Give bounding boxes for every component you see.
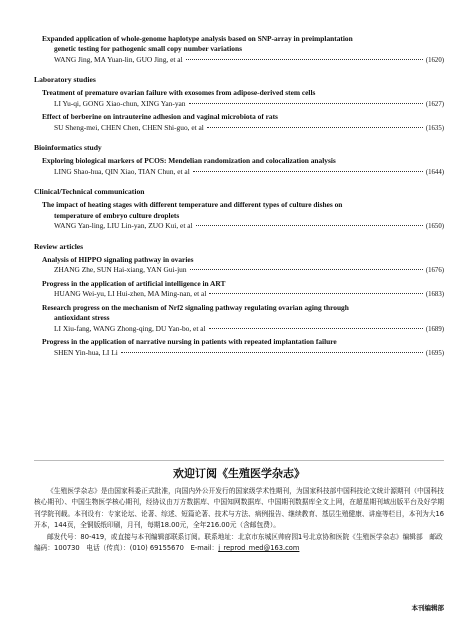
toc-entry-page: (1695) <box>425 349 444 357</box>
toc-entry-authors-line <box>42 265 444 277</box>
toc-entry-authors: WANG Jing, MA Yuan-lin, GUO Jing, et al <box>54 54 183 64</box>
toc-entry-title-text: Analysis of HIPPO signaling pathway in ovaries <box>42 254 194 264</box>
toc-entry-authors-line <box>42 55 444 67</box>
dot-leader <box>190 269 423 270</box>
toc-entry-authors-line <box>42 348 444 360</box>
toc-entry[interactable] <box>42 112 444 134</box>
toc-entry[interactable] <box>42 255 444 277</box>
toc-entry[interactable] <box>42 156 444 178</box>
toc-entry-title-text: Research progress on the mechanism of Nrf2 signaling pathway regulating ovarian aging through <box>42 302 349 312</box>
toc-entry-authors-line <box>42 221 444 233</box>
announcement-contact <box>34 532 444 555</box>
toc-entry-page: (1627) <box>425 100 444 108</box>
toc-entry-title-continued: temperature of embryo culture droplets <box>54 210 180 220</box>
table-of-contents <box>34 34 444 361</box>
toc-entry-title <box>42 255 444 265</box>
dot-leader <box>193 171 423 172</box>
toc-entry-authors: SHEN Yin-hua, LI Li <box>54 347 118 357</box>
toc-entry[interactable] <box>42 337 444 359</box>
announcement-title: 欢迎订阅《生殖医学杂志》 <box>173 467 305 480</box>
footer-label: 本刊编辑部 <box>411 604 444 612</box>
dot-leader <box>121 352 423 353</box>
announcement-body: 《生殖医学杂志》是由国家科委正式批准，向国内外公开发行的国家级学术性期刊，为国家科技部中国科技论文统计源期刊（中国科技核心期刊）、中国生物医学核心期刊，经协议由万方数据库、中国知网数据库、中国期刊数据库全文上网，在超星期刊域出版平台及好学期刊学院刊载。本刊设有：专家论坛、论著、综述、短篇论著、技术与方法、病例报告、继续教育、基层生殖健康、讲座等栏目，本刊为大16开本，144页，全铜版纸印刷，月刊，每期18.00元，全年216.00元（含邮包费）。 <box>34 487 444 530</box>
toc-entry-title-text: Progress in the application of narrative nursing in patients with repeated implantation failure <box>42 337 337 347</box>
toc-entry-page: (1683) <box>425 291 444 299</box>
toc-entry[interactable] <box>42 303 444 335</box>
toc-entry-authors: LING Shao-hua, QIN Xiao, TIAN Chun, et al <box>54 166 190 176</box>
subscription-announcement <box>34 466 444 554</box>
toc-entry-title-text: Expanded application of whole-genome haplotype analysis based on SNP-array in preimplantation <box>42 34 353 43</box>
toc-entry-title-continued: genetic testing for pathogenic small copy number variations <box>54 44 242 54</box>
dot-leader <box>209 328 423 329</box>
toc-entry-title-text: Progress in the application of artificial intelligence in ART <box>42 278 226 288</box>
toc-entry-page: (1650) <box>425 223 444 231</box>
toc-entry-authors-line <box>42 167 444 179</box>
toc-entry-authors-line <box>42 99 444 111</box>
toc-section-heading: Clinical/Technical communication <box>34 187 145 197</box>
toc-entry-title-text: The impact of heating stages with different temperature and different types of culture dishes on <box>42 200 343 210</box>
dot-leader <box>207 127 423 128</box>
dot-leader <box>196 225 423 226</box>
toc-entry-title <box>42 88 444 98</box>
toc-entry-authors: ZHANG Zhe, SUN Hai-xiang, YAN Gui-jun <box>54 265 187 275</box>
toc-entry-title-text: Exploring biological markers of PCOS: Mendelian randomization and colocalization analysis <box>42 156 336 166</box>
toc-entry-authors: HUANG Wei-yu, LI Hui-zhen, MA Ming-nan, et al <box>54 289 207 299</box>
toc-entry-page: (1620) <box>425 56 444 64</box>
toc-entry-title <box>42 303 444 324</box>
toc-entry-page: (1689) <box>425 325 444 333</box>
toc-section-heading: Laboratory studies <box>34 75 96 85</box>
toc-entry-authors: LI Yu-qi, GONG Xiao-chun, XING Yan-yan <box>54 98 186 108</box>
toc-entry-title-text: Effect of berberine on intrauterine adhesion and vaginal microbiota of rats <box>42 112 278 122</box>
toc-entry-title <box>42 156 444 166</box>
toc-entry[interactable] <box>42 34 444 66</box>
toc-entry-page: (1676) <box>425 267 444 275</box>
toc-entry-authors-line <box>42 123 444 135</box>
toc-entry-title <box>42 279 444 289</box>
contact-email-link[interactable]: j_reprod_med@163.com <box>218 544 300 553</box>
toc-entry-page: (1635) <box>425 124 444 132</box>
toc-entry[interactable] <box>42 279 444 301</box>
toc-section-heading: Review articles <box>34 241 84 251</box>
toc-entry[interactable] <box>42 200 444 232</box>
toc-entry[interactable] <box>42 88 444 110</box>
toc-entry-authors: LI Xiu-fang, WANG Zhong-qing, DU Yan-bo, et al <box>54 323 206 333</box>
dot-leader <box>186 59 423 60</box>
toc-entry-title-text: Treatment of premature ovarian failure with exosomes from adipose-derived stem cells <box>42 88 316 98</box>
dot-leader <box>189 103 423 104</box>
toc-entry-authors-line <box>42 324 444 336</box>
dot-leader <box>209 293 422 294</box>
toc-section-heading: Bioinformatics study <box>34 143 102 153</box>
toc-entry-page: (1644) <box>425 168 444 176</box>
section-divider <box>34 460 444 461</box>
toc-entry-title <box>42 112 444 122</box>
toc-entry-title <box>42 34 444 55</box>
toc-entry-authors: SU Sheng-mei, CHEN Chen, CHEN Shi-guo, et al <box>54 122 204 132</box>
toc-entry-authors: WANG Yan-ling, LIU Lin-yan, ZUO Kui, et al <box>54 221 193 231</box>
contact-text: 邮发代号：80-419，或直接与本刊编辑部联系订阅。联系地址：北京市东城区帅府园1号北京协和医院《生殖医学杂志》编辑部 邮政编码：100730 电话（传真）：(010) 69155670 E-mail： <box>34 532 443 553</box>
toc-entry-title-continued: antioxidant stress <box>54 313 110 323</box>
toc-entry-title <box>42 337 444 347</box>
toc-entry-authors-line <box>42 289 444 301</box>
toc-entry-title <box>42 200 444 221</box>
